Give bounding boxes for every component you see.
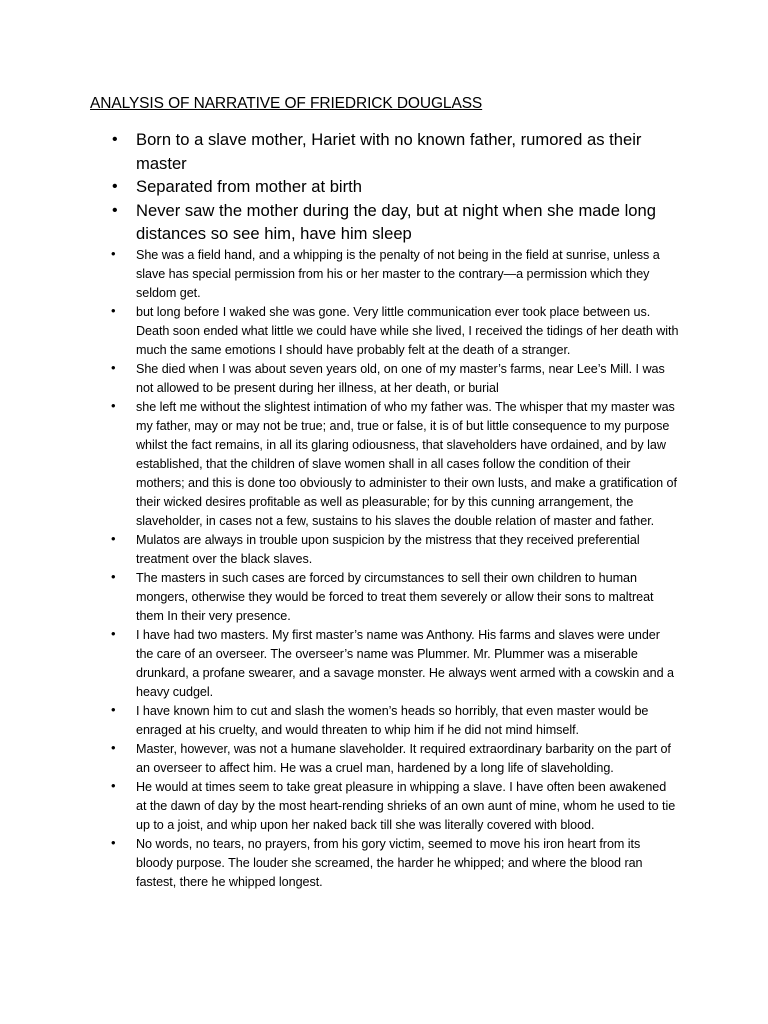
list-item bbox=[0, 531, 768, 569]
bullet-icon: • bbox=[111, 302, 116, 318]
list-item bbox=[0, 246, 768, 303]
bullet-icon: • bbox=[112, 178, 118, 195]
list-item bbox=[0, 569, 768, 626]
list-item-text: Separated from mother at birth bbox=[136, 177, 362, 196]
list-item bbox=[0, 175, 768, 199]
list-item bbox=[0, 303, 768, 360]
list-item-text: she left me without the slightest intimation of who my father was. The whisper that my master was my father, may or may not be true; and, true or false, it is of but little consequence to my purpose whilst the fact remains, in all its glaring odiousness, that slaveholders have ordained, and by law established, that the children of slave women shall in all cases follow the condition of their mothers; and this is done too obviously to administer to their own lusts, and make a gratification of their wicked desires profitable as well as pleasurable; for by this cunning arrangement, the slaveholder, in cases not a few, sustains to his slaves the double relation of master and father. bbox=[136, 399, 677, 528]
bullet-icon: • bbox=[112, 131, 118, 148]
bullet-icon: • bbox=[111, 777, 116, 793]
bullet-icon: • bbox=[111, 397, 116, 413]
bullet-icon: • bbox=[111, 701, 116, 717]
list-item-text: but long before I waked she was gone. Very little communication ever took place between us. Death soon ended what little we could have while she lived, I received the tidings of her death with much the same emotions I should have probably felt at the death of a stranger. bbox=[136, 304, 679, 357]
bullet-list bbox=[0, 128, 768, 892]
list-item-text: Born to a slave mother, Hariet with no known father, rumored as their master bbox=[136, 130, 642, 173]
list-item bbox=[0, 778, 768, 835]
list-item bbox=[0, 398, 768, 531]
list-item-text: She was a field hand, and a whipping is the penalty of not being in the field at sunrise, unless a slave has special permission from his or her master to the contrary—a permission which they seldom get. bbox=[136, 247, 660, 300]
bullet-icon: • bbox=[111, 625, 116, 641]
list-item bbox=[0, 128, 768, 175]
bullet-icon: • bbox=[111, 530, 116, 546]
bullet-icon: • bbox=[111, 739, 116, 755]
list-item bbox=[0, 626, 768, 702]
list-item bbox=[0, 740, 768, 778]
list-item-text: I have had two masters. My first master’s name was Anthony. His farms and slaves were under the care of an overseer. The overseer’s name was Plummer. Mr. Plummer was a miserable drunkard, a profane swearer, and a savage monster. He always went armed with a cowskin and a heavy cudgel. bbox=[136, 627, 674, 699]
list-item bbox=[0, 360, 768, 398]
list-item-text: No words, no tears, no prayers, from his gory victim, seemed to move his iron heart from its bloody purpose. The louder she screamed, the harder he whipped; and where the blood ran fastest, there he whipped longest. bbox=[136, 836, 643, 889]
list-item-text: He would at times seem to take great pleasure in whipping a slave. I have often been awakened at the dawn of day by the most heart-rending shrieks of an own aunt of mine, whom he used to tie up to a joist, and whip upon her naked back till she was literally covered with blood. bbox=[136, 779, 676, 832]
list-item-text: Never saw the mother during the day, but at night when she made long distances so see him, have him sleep bbox=[136, 200, 656, 243]
list-item bbox=[0, 702, 768, 740]
bullet-icon: • bbox=[112, 201, 118, 219]
bullet-icon: • bbox=[111, 568, 116, 584]
list-item-text: I have known him to cut and slash the women’s heads so horribly, that even master would be enraged at his cruelty, and would threaten to whip him if he did not mind himself. bbox=[136, 703, 649, 737]
bullet-icon: • bbox=[111, 834, 116, 850]
bullet-icon: • bbox=[111, 245, 116, 261]
bullet-icon: • bbox=[111, 359, 116, 375]
list-item-text: The masters in such cases are forced by circumstances to sell their own children to human mongers, otherwise they would be forced to treat them severely or allow their sons to maltreat them In their very presence. bbox=[136, 570, 654, 623]
list-item-text: She died when I was about seven years old, on one of my master’s farms, near Lee’s Mill. I was not allowed to be present during her illness, at her death, or burial bbox=[136, 361, 665, 395]
list-item-text: Master, however, was not a humane slaveholder. It required extraordinary barbarity on the part of an overseer to affect him. He was a cruel man, hardened by a long life of slaveholding. bbox=[136, 741, 671, 775]
list-item-text: Mulatos are always in trouble upon suspicion by the mistress that they received preferential treatment over the black slaves. bbox=[136, 532, 640, 566]
document-title: ANALYSIS OF NARRATIVE OF FRIEDRICK DOUGLASS bbox=[90, 95, 483, 112]
list-item bbox=[0, 199, 768, 246]
list-item bbox=[0, 835, 768, 892]
